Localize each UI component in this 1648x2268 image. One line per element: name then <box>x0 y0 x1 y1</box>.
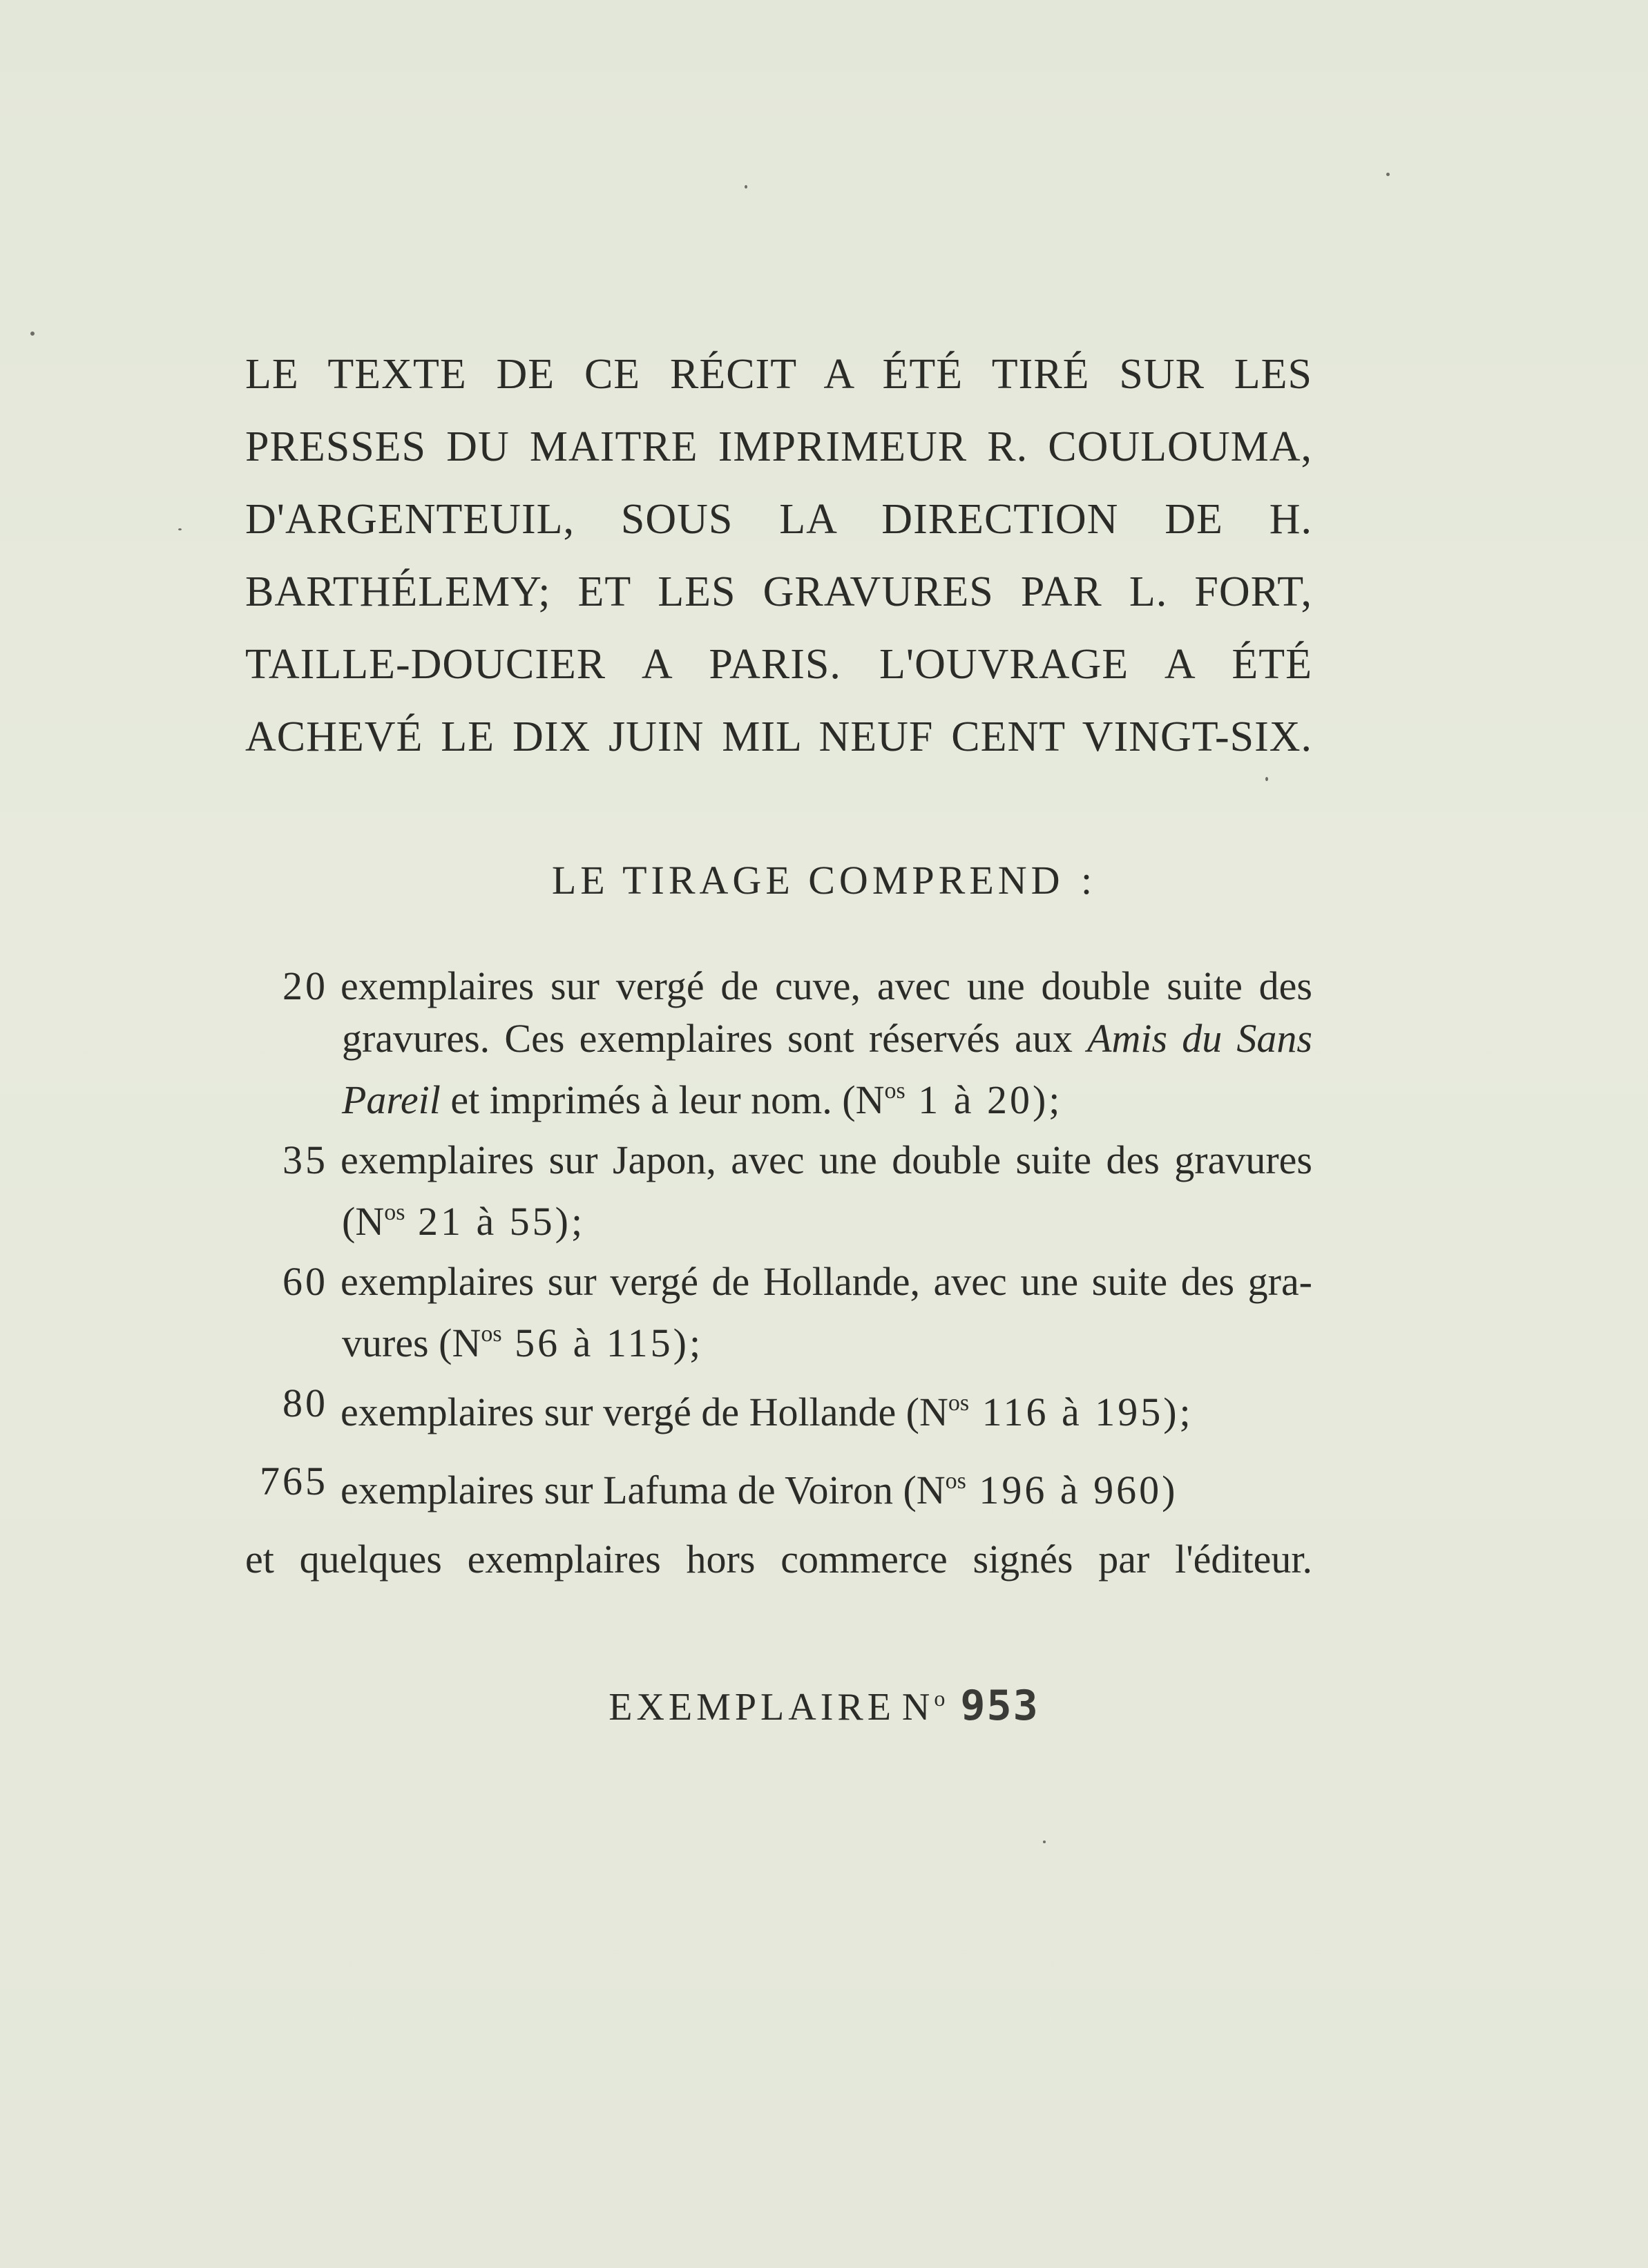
edition-list <box>245 960 1312 1586</box>
edition-text: exemplaires sur vergé de Hollande, avec une suite des gra- <box>341 1259 1312 1304</box>
paper-speck <box>1265 777 1268 781</box>
edition-count: 80 <box>282 1381 328 1425</box>
edition-count: 20 <box>282 963 328 1008</box>
edition-text: exemplaires sur Japon, avec une double suite des gravures <box>341 1137 1312 1182</box>
edition-text: exemplaires sur vergé de cuve, avec une double suite des <box>341 963 1312 1008</box>
edition-text: exemplaires sur vergé de Hollande (N <box>341 1390 948 1434</box>
edition-range: 196 à 960) <box>966 1468 1178 1512</box>
numero-abbrev: N <box>901 1686 935 1729</box>
paper-speck <box>30 331 35 336</box>
numero-superscript: o <box>934 1686 946 1711</box>
copy-number <box>0 1682 1648 1730</box>
edition-text: et imprimés à leur nom. (N <box>440 1077 885 1122</box>
paper-speck <box>1386 173 1390 176</box>
paper-speck <box>178 528 182 530</box>
edition-count: 765 <box>260 1459 328 1503</box>
edition-text: (N <box>342 1199 385 1244</box>
edition-range: 56 à 115); <box>501 1320 704 1365</box>
numero-superscript: os <box>384 1200 405 1225</box>
copy-number-stamp: 953 <box>960 1682 1039 1730</box>
edition-entry <box>245 1134 1312 1244</box>
edition-text <box>341 1455 1312 1517</box>
tirage-heading-text: LE TIRAGE COMPREND <box>551 858 1064 903</box>
edition-count: 60 <box>282 1259 328 1304</box>
edition-text-continued <box>342 1186 1312 1244</box>
colophon-text <box>245 338 1312 773</box>
colophon-line: PRESSES DU MAITRE IMPRIMEUR R. COULOUMA, <box>245 423 1312 470</box>
colophon-line: ACHEVÉ LE DIX JUIN MIL NEUF CENT VINGT-SIX. <box>245 713 1312 760</box>
edition-text-continued <box>342 1308 1312 1365</box>
edition-range: 21 à 55); <box>405 1199 586 1244</box>
edition-entry <box>245 1455 1312 1517</box>
paper-speck <box>1043 1841 1046 1843</box>
numero-superscript: os <box>884 1078 906 1104</box>
edition-italic-text: Pareil <box>342 1077 441 1122</box>
tirage-heading <box>0 853 1648 908</box>
edition-text <box>341 1377 1312 1439</box>
copy-number-label: EXEMPLAIRE <box>609 1686 895 1729</box>
numero-superscript: os <box>945 1468 966 1494</box>
edition-entry <box>245 1256 1312 1365</box>
colophon-line: D'ARGENTEUIL, SOUS LA DIRECTION DE H. <box>245 496 1312 543</box>
paper-speck <box>745 185 747 189</box>
tirage-heading-colon: : <box>1081 858 1097 903</box>
edition-text-continued <box>342 1065 1312 1122</box>
edition-range: 1 à 20); <box>905 1077 1063 1122</box>
edition-text: gravures. Ces exemplaires sont réservés aux <box>342 1016 1088 1061</box>
edition-entry <box>245 960 1312 1122</box>
colophon-line: LE TEXTE DE CE RÉCIT A ÉTÉ TIRÉ SUR LES <box>245 351 1312 398</box>
numero-superscript: os <box>948 1390 970 1416</box>
edition-text: exemplaires sur Lafuma de Voiron (N <box>341 1468 946 1512</box>
edition-entry <box>245 1377 1312 1439</box>
numero-superscript: os <box>481 1321 502 1347</box>
colophon-line: TAILLE-DOUCIER A PARIS. L'OUVRAGE A ÉTÉ <box>245 641 1312 688</box>
edition-italic-text: Amis du Sans <box>1087 1016 1312 1061</box>
edition-count: 35 <box>282 1137 328 1182</box>
edition-range: 116 à 195); <box>969 1390 1194 1434</box>
colophon-line: BARTHÉLEMY; ET LES GRAVURES PAR L. FORT, <box>245 568 1312 615</box>
closing-note: et quelques exemplaires hors commerce signés par l'éditeur. <box>245 1537 1312 1582</box>
edition-text-continued <box>342 1012 1312 1065</box>
edition-text: vures (N <box>342 1320 481 1365</box>
